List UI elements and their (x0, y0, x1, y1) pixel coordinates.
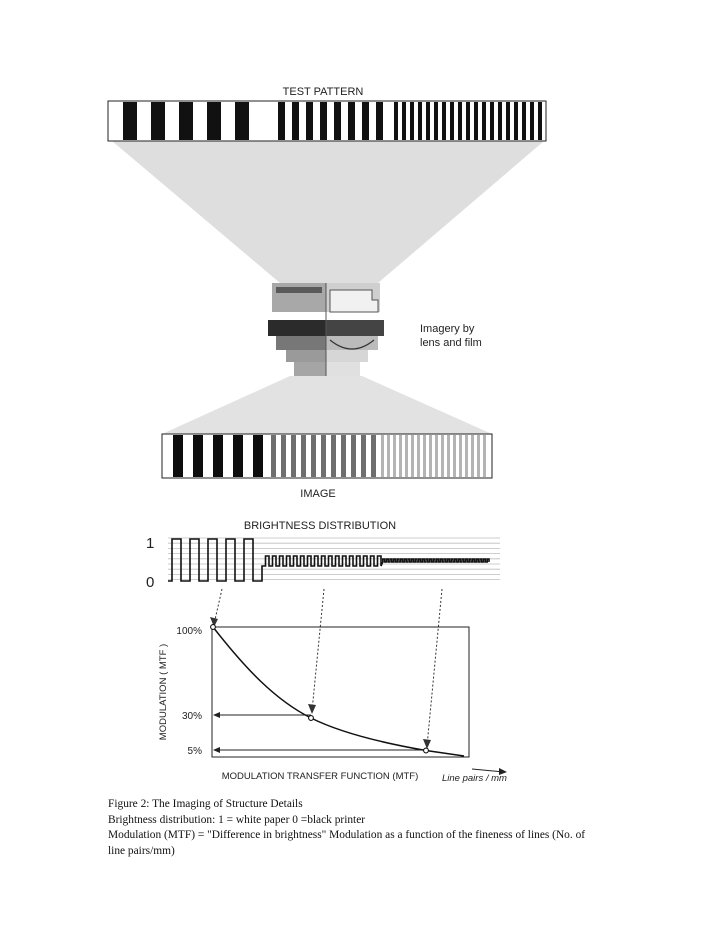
image-bar (193, 435, 203, 477)
image-bar (435, 435, 438, 477)
level-0-label: 0 (146, 574, 155, 591)
caption-line-3: Modulation (MTF) = "Difference in brightness" Modulation as a function of the fineness of lines (No. of (108, 829, 586, 841)
pattern-bar (334, 102, 341, 140)
dashed-pointer-arrows (214, 589, 442, 746)
pattern-bar (348, 102, 355, 140)
x-unit-label: Line pairs / mm (442, 773, 507, 784)
caption-line-2: Brightness distribution: 1 = white paper 0 =black printer (108, 813, 366, 826)
lens-icon (268, 283, 384, 376)
image-bar (483, 435, 486, 477)
image-bar (331, 435, 336, 477)
image-bar (423, 435, 426, 477)
image-bar (429, 435, 432, 477)
image-bar (417, 435, 420, 477)
image-bar (387, 435, 390, 477)
image-bar (321, 435, 326, 477)
pattern-bar (394, 102, 398, 140)
pattern-bar (410, 102, 414, 140)
image-bar (281, 435, 286, 477)
pattern-bar (376, 102, 383, 140)
image-bar (301, 435, 306, 477)
mtf-plot-frame (212, 627, 469, 757)
pattern-bar (506, 102, 510, 140)
mtf-point (211, 625, 216, 630)
image-bar (441, 435, 444, 477)
image-bar (291, 435, 296, 477)
image-bar (361, 435, 366, 477)
pattern-bar (292, 102, 299, 140)
level-1-label: 1 (146, 535, 155, 552)
image-bar (459, 435, 462, 477)
pattern-bar (514, 102, 518, 140)
pattern-bar (320, 102, 327, 140)
pattern-bar (458, 102, 462, 140)
image-bar (233, 435, 243, 477)
pattern-bar (530, 102, 534, 140)
image-bar (271, 435, 276, 477)
caption-line-4: line pairs/mm) (108, 844, 175, 857)
pattern-bar (538, 102, 542, 140)
figure-caption (108, 797, 628, 859)
pattern-bar (123, 102, 137, 140)
pattern-bar (474, 102, 478, 140)
image-bar (411, 435, 414, 477)
image-bar (453, 435, 456, 477)
mtf-data-points (211, 625, 429, 753)
brightness-distribution-title: BRIGHTNESS DISTRIBUTION (243, 520, 397, 532)
pattern-bar (482, 102, 486, 140)
image-bar (311, 435, 316, 477)
pattern-bar (426, 102, 430, 140)
image-bar (173, 435, 183, 477)
mtf-point (309, 716, 314, 721)
pattern-bar (278, 102, 285, 140)
image-bar (471, 435, 474, 477)
image-bar (213, 435, 223, 477)
pattern-bar (442, 102, 446, 140)
pattern-bar (490, 102, 494, 140)
image-bar (399, 435, 402, 477)
y-tick-30: 30% (181, 711, 202, 722)
arrow-heads (210, 617, 431, 749)
image-bar (371, 435, 376, 477)
y-axis-label: MODULATION ( MTF ) (158, 643, 169, 741)
pattern-bar (362, 102, 369, 140)
image-bar (341, 435, 346, 477)
image-label: IMAGE (300, 488, 336, 500)
pattern-bar (466, 102, 470, 140)
pattern-bar (450, 102, 454, 140)
pattern-bar (434, 102, 438, 140)
image-bar (477, 435, 480, 477)
pattern-bar (235, 102, 249, 140)
pattern-bar (522, 102, 526, 140)
image-bar (447, 435, 450, 477)
image-bar (393, 435, 396, 477)
image-bar (405, 435, 408, 477)
image-bar (253, 435, 263, 477)
lower-light-cone (162, 376, 492, 434)
test-pattern-title: TEST PATTERN (282, 86, 364, 98)
image-bar (381, 435, 384, 477)
x-axis-label: MODULATION TRANSFER FUNCTION (MTF) (221, 771, 419, 782)
y-tick-5: 5% (187, 746, 202, 757)
pattern-bar (402, 102, 406, 140)
pattern-bar (179, 102, 193, 140)
imagery-label-line1: Imagery by (420, 323, 475, 335)
guide-arrow-heads (213, 712, 220, 753)
mtf-point (424, 748, 429, 753)
pattern-bar (306, 102, 313, 140)
image-bar (351, 435, 356, 477)
mtf-curve (213, 627, 464, 756)
pattern-bar (498, 102, 502, 140)
pattern-bar (207, 102, 221, 140)
pattern-bar (151, 102, 165, 140)
image-bar (465, 435, 468, 477)
y-tick-100: 100% (176, 626, 202, 637)
pattern-bar (418, 102, 422, 140)
imagery-label-line2: lens and film (420, 337, 482, 349)
upper-light-cone (112, 141, 544, 283)
caption-line-1: Figure 2: The Imaging of Structure Details (108, 798, 303, 810)
